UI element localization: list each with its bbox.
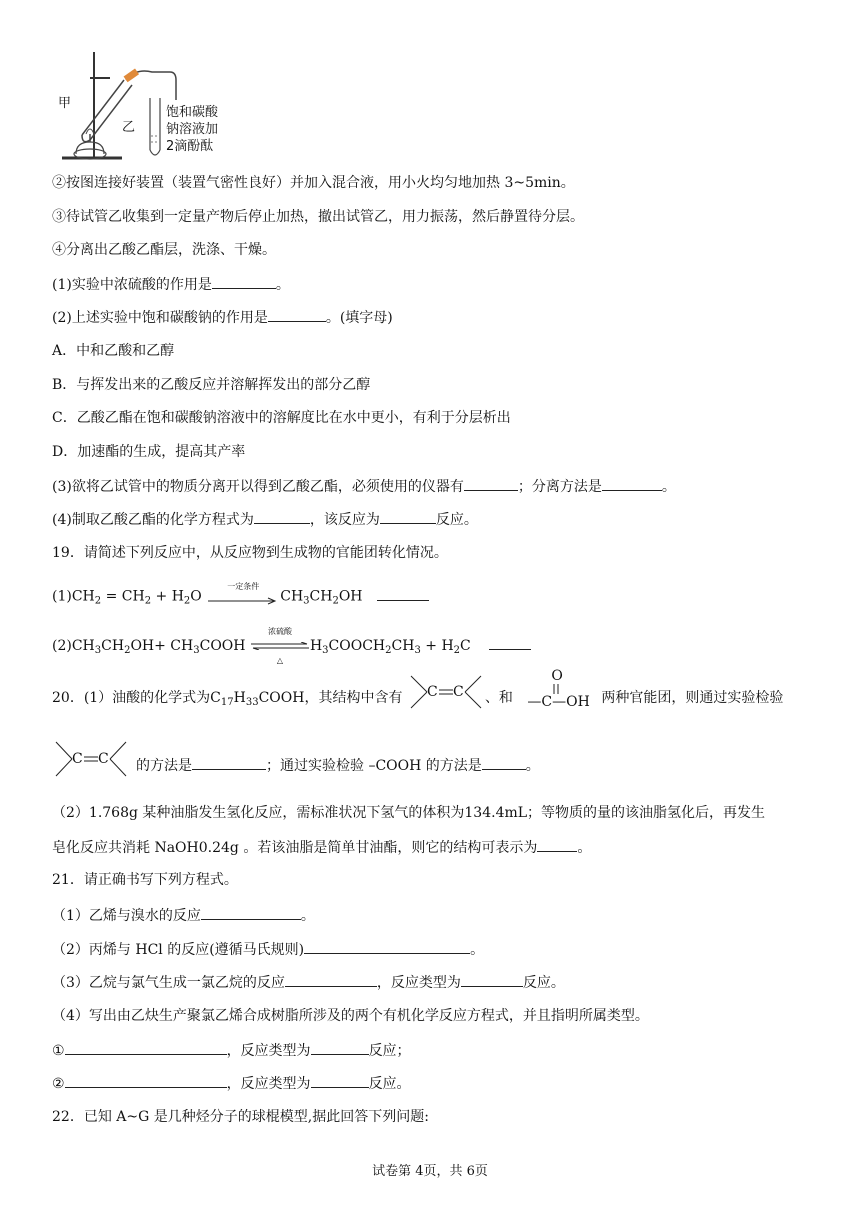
reaction-arrow: [208, 582, 278, 611]
reversible-arrow: [251, 627, 309, 665]
q18-part-4: [52, 509, 478, 530]
q21-i5-num: ①: [52, 1043, 65, 1059]
q18-p4-end: 反应。: [435, 512, 478, 528]
reaction-2: [52, 627, 531, 665]
cc-left-c: C: [72, 751, 83, 767]
tube-label-line-3: 2滴酚酞: [166, 139, 214, 154]
r1-text-c: + H: [151, 588, 184, 605]
option-c: C．乙酸乙酯在饱和碳酸钠溶液中的溶解度比在水中更小，有利于分层析出: [52, 410, 511, 426]
answer-blank[interactable]: [212, 274, 276, 289]
q21-i5-end: 反应；: [368, 1043, 411, 1059]
q19-title: 19．请简述下列反应中，从反应物到生成物的官能团转化情况。: [52, 545, 448, 561]
r2-prod-b: COOCH: [328, 638, 386, 654]
cc-right-c: C: [98, 751, 109, 767]
q21-i1-end: 。: [300, 908, 315, 924]
r1-prod-c: OH: [338, 588, 363, 605]
step-3: ③待试管乙收集到一定量产物后停止加热，撤出试管乙，用力振荡，然后静置待分层。: [52, 209, 584, 225]
r2-text-d: COOH: [199, 638, 246, 654]
q20-line-2: [52, 752, 540, 780]
q20-p2-end: 。: [525, 758, 540, 774]
answer-blank[interactable]: [461, 972, 523, 987]
q20-text-c: 两种官能团，则通过实验检验: [601, 690, 784, 706]
q21-item-4: （4）写出由乙炔生产聚氯乙烯合成树脂所涉及的两个有机化学反应方程式，并且指明所属类型。: [52, 1008, 649, 1024]
q18-p4-text: (4)制取乙酸乙酯的化学方程式为: [52, 512, 254, 528]
q20-text-h: H: [233, 690, 246, 706]
r2-prod-a: H: [309, 638, 323, 654]
sub: 3: [193, 645, 200, 656]
q18-part-3: [52, 476, 676, 497]
sub: 2: [453, 645, 461, 656]
sub: 3: [322, 645, 329, 656]
cc-left-c: C: [426, 684, 438, 700]
step-2: ②按图连接好装置（装置气密性良好）并加入混合液，用小火均匀地加热 3~5min。: [52, 175, 575, 191]
label-jia: 甲: [58, 96, 72, 111]
answer-blank[interactable]: [464, 476, 518, 491]
reaction-1: [52, 582, 429, 612]
answer-blank[interactable]: [537, 837, 577, 852]
q21-i6-num: ②: [52, 1076, 65, 1092]
sub: 17: [220, 697, 234, 708]
cooh-structure: [519, 668, 599, 712]
answer-blank[interactable]: [285, 972, 377, 987]
sub: 3: [414, 645, 421, 656]
cc-double-bond-structure: [409, 672, 483, 712]
answer-blank[interactable]: [65, 1040, 227, 1055]
q21-item-3: [52, 972, 565, 993]
tube-label-line-2: 钠溶液加: [166, 122, 219, 137]
answer-blank[interactable]: [192, 755, 266, 770]
q18-p3-text: (3)欲将乙试管中的物质分离开以得到乙酸乙酯，必须使用的仪器有: [52, 479, 464, 495]
label-yi: 乙: [122, 120, 136, 135]
r1-prod-a: CH: [280, 588, 304, 605]
answer-blank[interactable]: [65, 1073, 227, 1088]
cooh-o: O: [551, 668, 563, 684]
answer-blank[interactable]: [304, 939, 470, 954]
answer-blank[interactable]: [377, 586, 429, 601]
right-arrow-icon: [208, 597, 278, 605]
q20-and: 、和: [484, 690, 513, 706]
answer-blank[interactable]: [311, 1040, 369, 1055]
q21-i6-mid: ，反应类型为: [226, 1076, 311, 1092]
q21-i6-end: 反应。: [368, 1076, 411, 1092]
sub: 3: [303, 595, 310, 607]
answer-blank[interactable]: [489, 635, 531, 650]
r2-prod-e: C: [460, 638, 471, 654]
r1-text-d: O: [190, 588, 202, 605]
r1-text-b: = CH: [101, 588, 145, 605]
sub: 2: [94, 595, 102, 607]
q21-i2-text: （2）丙烯与 HCl 的反应(遵循马氏规则): [52, 942, 305, 958]
q20-p4-end: 。: [577, 840, 592, 856]
r1-condition: 一定条件: [227, 582, 260, 591]
answer-blank[interactable]: [380, 509, 436, 524]
answer-blank[interactable]: [201, 905, 301, 920]
cc-bond-icon: [409, 672, 483, 712]
q18-part-2: [52, 307, 393, 328]
r2-text-b: CH: [101, 638, 125, 654]
r2-prod-c: CH: [391, 638, 415, 654]
r2-text-c: OH+ CH: [130, 638, 194, 654]
q21-i3-mid: ，反应类型为: [376, 975, 461, 991]
option-a: A．中和乙酸和乙醇: [52, 343, 175, 359]
cooh-chain: —C—OH: [527, 694, 590, 710]
r2-prod-d: + H: [420, 638, 454, 654]
sub: 2: [385, 645, 392, 656]
q18-p3-end: 。: [661, 479, 676, 495]
r2-condition-bottom: △: [276, 656, 284, 665]
q18-p4-mid: ，该反应为: [309, 512, 380, 528]
q18-p2-end: 。(填字母): [325, 310, 393, 326]
apparatus-figure: [52, 50, 242, 162]
r2-text-a: (2)CH: [52, 638, 95, 654]
answer-blank[interactable]: [311, 1073, 369, 1088]
q20-line-1: [52, 668, 784, 713]
q20-p2-mid: ；通过实验检验 –COOH 的方法是: [266, 758, 482, 774]
q18-p3-mid: ；分离方法是: [517, 479, 602, 495]
sub: 2: [144, 595, 152, 607]
r2-condition-top: 浓硫酸: [267, 627, 292, 636]
q20-p2-text: 的方法是: [136, 758, 192, 774]
answer-blank[interactable]: [254, 509, 310, 524]
q21-i1-text: （1）乙烯与溴水的反应: [52, 908, 201, 924]
option-b: B．与挥发出来的乙酸反应并溶解挥发出的部分乙醇: [52, 377, 371, 393]
cc-double-bond-structure: [52, 738, 130, 780]
q21-title: 21．请正确书写下列方程式。: [52, 872, 238, 888]
q21-item-5: [52, 1040, 411, 1061]
q20-line-4: [52, 837, 591, 858]
tube-label: [166, 104, 218, 155]
equilibrium-arrow-icon: [251, 642, 309, 650]
step-4: ④分离出乙酸乙酯层，洗涤、干燥。: [52, 242, 276, 258]
sub: 2: [124, 645, 131, 656]
q21-item-2: [52, 939, 484, 960]
q20-text-b: COOH，其结构中含有: [258, 690, 403, 706]
q21-i3-text: （3）乙烷与氯气生成一氯乙烷的反应: [52, 975, 285, 991]
q21-item-6: [52, 1073, 411, 1094]
q21-i5-mid: ，反应类型为: [226, 1043, 311, 1059]
q22-title: 22．已知 A~G 是几种烃分子的球棍模型,据此回答下列问题:: [52, 1109, 429, 1125]
q21-i3-end: 反应。: [522, 975, 565, 991]
sub: 3: [94, 645, 102, 656]
sub: 2: [332, 595, 339, 607]
answer-blank[interactable]: [482, 755, 526, 770]
q20-line-3: （2）1.768g 某种油脂发生氢化反应，需标准状况下氢气的体积为134.4mL；等物质的量的该油脂氢化后，再发生: [52, 805, 766, 821]
sub: 2: [183, 595, 191, 607]
page-footer: 试卷第 4页，共 6页: [372, 1164, 488, 1179]
tube-label-line-1: 饱和碳酸: [166, 105, 219, 120]
cc-right-c: C: [452, 684, 464, 700]
q18-p1-text: (1)实验中浓硫酸的作用是: [52, 277, 212, 293]
r1-text-a: (1)CH: [52, 588, 95, 605]
cc-bond-icon: [52, 738, 130, 780]
q21-i2-end: 。: [470, 942, 485, 958]
sub: 33: [245, 697, 259, 708]
q18-part-1: [52, 274, 290, 295]
r1-prod-b: CH: [309, 588, 333, 605]
q21-item-1: [52, 905, 315, 926]
answer-blank[interactable]: [268, 307, 326, 322]
answer-blank[interactable]: [602, 476, 662, 491]
q20-p4-text: 皂化反应共消耗 NaOH0.24g 。若该油脂是简单甘油酯，则它的结构可表示为: [52, 840, 538, 856]
q20-text-a: 20．(1）油酸的化学式为C: [52, 690, 221, 706]
q18-p2-text: (2)上述实验中饱和碳酸钠的作用是: [52, 310, 268, 326]
q18-p1-end: 。: [275, 277, 290, 293]
option-d: D．加速酯的生成，提高其产率: [52, 444, 246, 460]
